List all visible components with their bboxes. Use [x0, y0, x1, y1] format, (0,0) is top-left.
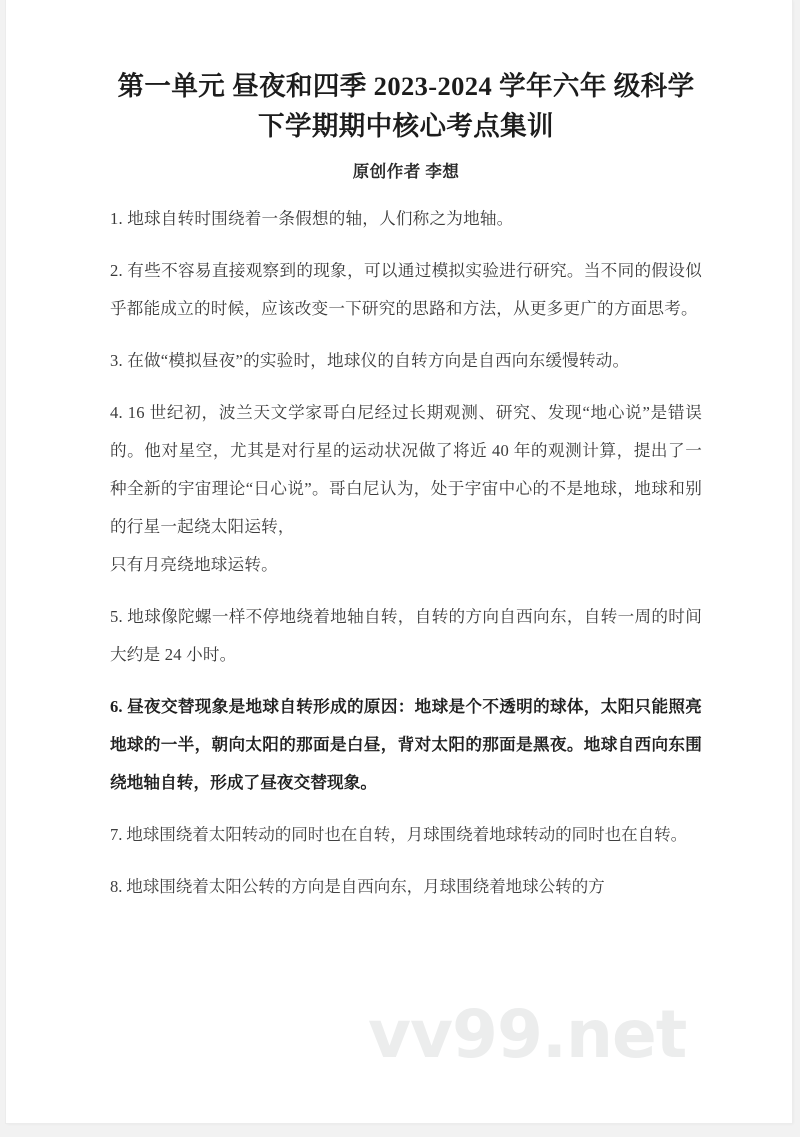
- page-title: [110, 0, 702, 146]
- author-byline: 原创作者 李想: [352, 162, 460, 181]
- document-page: [6, 0, 792, 1123]
- list-item-8: 8. 地球围绕着太阳公转的方向是自西向东，月球围绕着地球公转的方: [110, 877, 605, 896]
- list-item-1: 1. 地球自转时围绕着一条假想的轴，人们称之为地轴。: [110, 209, 514, 228]
- page-title-line-1: 第一单元 昼夜和四季 2023-2024 学年六年: [117, 71, 607, 101]
- site-watermark: vv99.net: [368, 996, 687, 1073]
- list-item-3: 3. 在做“模拟昼夜”的实验时，地球仪的自转方向是自西向东缓慢转动。: [110, 351, 630, 370]
- list-item-6: 6. 昼夜交替现象是地球自转形成的原因：地球是个不透明的球体，太阳只能照亮地球的一半，朝向太阳的那面是白昼，背对太阳的那面是黑夜。地球自西向东围绕地轴自转，形成了昼夜交替现象。: [110, 697, 702, 792]
- page-title-line-2: 级科学下学期期中核心考点集训: [258, 71, 695, 141]
- list-item-4: [110, 380, 702, 584]
- list-item-2: 2. 有些不容易直接观察到的现象，可以通过模拟实验进行研究。当不同的假设似乎都能成立的时候，应该改变一下研究的思路和方法，从更多更广的方面思考。: [110, 261, 702, 318]
- list-item-5: 5. 地球像陀螺一样不停地绕着地轴自转，自转的方向自西向东，自转一周的时间大约是 24 小时。: [110, 607, 702, 664]
- list-item-4-part-1: 4. 16 世纪初，波兰天文学家哥白尼经过长期观测、研究、发现“地心说”是错误的。他对星空，尤其是对行星的运动状况做了将近 40 年的观测计算，提出了一种全新的宇宙理论“日心说”。哥白尼认为，处于宇宙中心的不是地球，地球和别的行星一起绕太阳运转，: [110, 403, 702, 536]
- list-item-7: 7. 地球围绕着太阳转动的同时也在自转，月球围绕着地球转动的同时也在自转。: [110, 825, 688, 844]
- document-content: [110, 0, 702, 906]
- list-item-4-part-2: 只有月亮绕地球运转。: [110, 555, 278, 574]
